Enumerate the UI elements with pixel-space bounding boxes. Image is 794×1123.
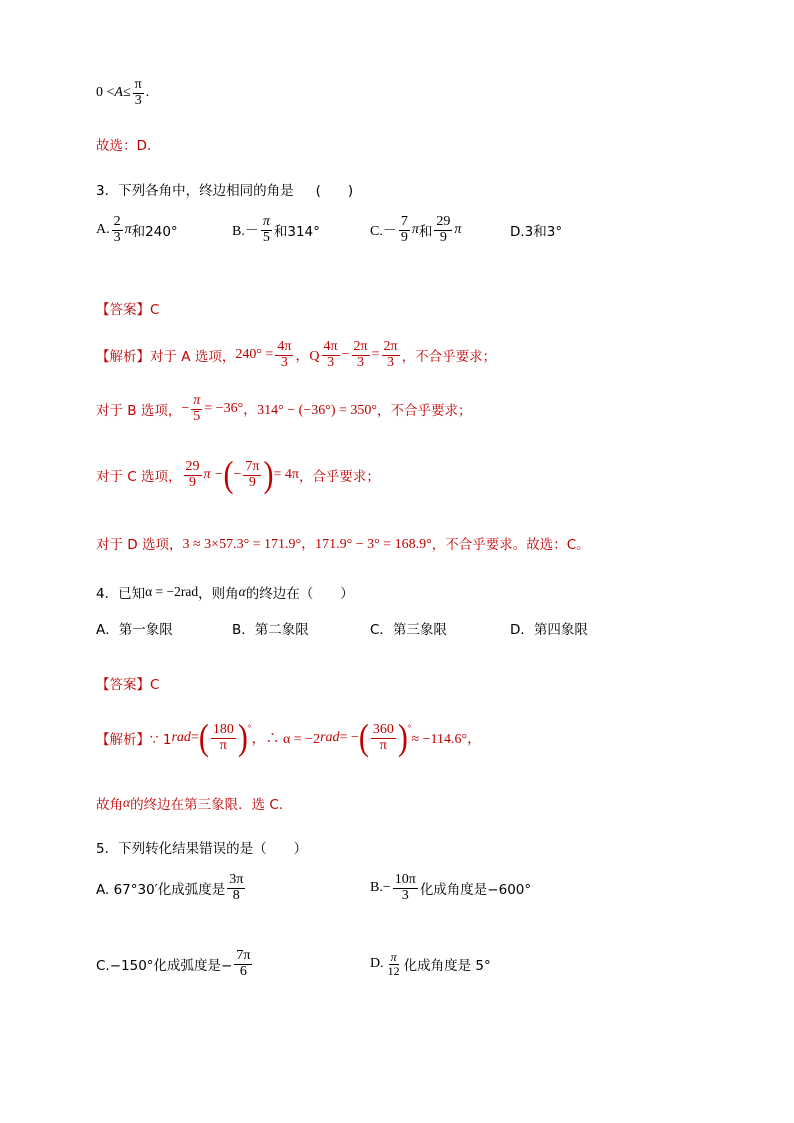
q4-option-a: A．第一象限 (96, 622, 173, 638)
q4-conclusion: 故角 α 的终边在第三象限．选 C. (96, 795, 284, 813)
ineq-var: A (114, 85, 123, 101)
q5-stem: 5．下列转化结果错误的是（ ） (96, 841, 308, 857)
q3-option-b: B.－ $\frac{\pi}{5}$ 和314° (232, 213, 320, 245)
q3-explanation-a: 【解析】对于 A 选项， 240° = $\frac{4\pi}{3}$ ，Q $\frac{4\pi}{3}$ − $\frac{2\pi}{3}$ = $\frac{2\pi}{3}$ ，不合乎要求； (96, 339, 497, 370)
q4-answer: 【答案】C (96, 677, 160, 693)
q3-option-c: C.－ $\frac{7}{9}$ π 和 $\frac{29}{9}$ π (370, 213, 462, 245)
q3-option-d: D.3和3° (510, 224, 563, 240)
q3-stem: 3．下列各角中，终边相同的角是 ( ) (96, 179, 754, 199)
q5-option-b: B.− $\frac{10\pi}{3}$ 化成角度是−600° (370, 871, 532, 903)
q4-explanation: 【解析】∵ 1 rad = ( $\frac{180}{\pi}$ ) ° ，∴ α = −2 rad = − ( $\frac{360}{\pi}$ ) ° ≈ −114.6°， (96, 716, 482, 759)
q3-answer: 【答案】C (96, 302, 160, 318)
q3-explanation-b: 对于 B 选项， − $\frac{\pi}{5}$ = −36° ，314° − (−36°) = 350° ，不合乎要求； (96, 393, 472, 424)
q5-option-a: A. 67°30′化成弧度是 $\frac{3\pi}{8}$ (96, 871, 244, 903)
q5-option-c: C.−150°化成弧度是− $\frac{7\pi}{6}$ (96, 947, 251, 979)
q5-option-d: D. $\frac{\pi}{12}$ 化成角度是 5° (370, 949, 491, 978)
q4-option-d: D．第四象限 (510, 622, 588, 638)
q4-stem: 4．已知 α = −2rad ，则角 α 的终边在（ ） (96, 584, 354, 602)
q2-choice: 故选：D. (96, 138, 152, 154)
q3-paren: ( ) (315, 183, 354, 199)
inequality-line: 0 < A ≤ $\frac{\pi}{3}$ . (96, 77, 150, 108)
q3-explanation-d: 对于 D 选项， 3 ≈ 3×57.3° = 171.9°，171.9° − 3° = 168.9° ，不合乎要求。故选：C。 (96, 537, 590, 553)
fraction-pi-3: $\frac{\pi}{3}$ (134, 77, 142, 108)
q4-option-c: C．第三象限 (370, 622, 447, 638)
ineq-prefix: 0 < (96, 85, 115, 101)
q3-explanation-c: 对于 C 选项， $\frac{29}{9}$ π − ( − $\frac{7\pi}{9}$ ) = 4π ，合乎要求； (96, 453, 380, 496)
ineq-rel: ≤ (122, 85, 131, 101)
q4-option-b: B．第二象限 (232, 622, 309, 638)
q3-option-a: A. $\frac{2}{3}$ π 和240° (96, 213, 178, 245)
